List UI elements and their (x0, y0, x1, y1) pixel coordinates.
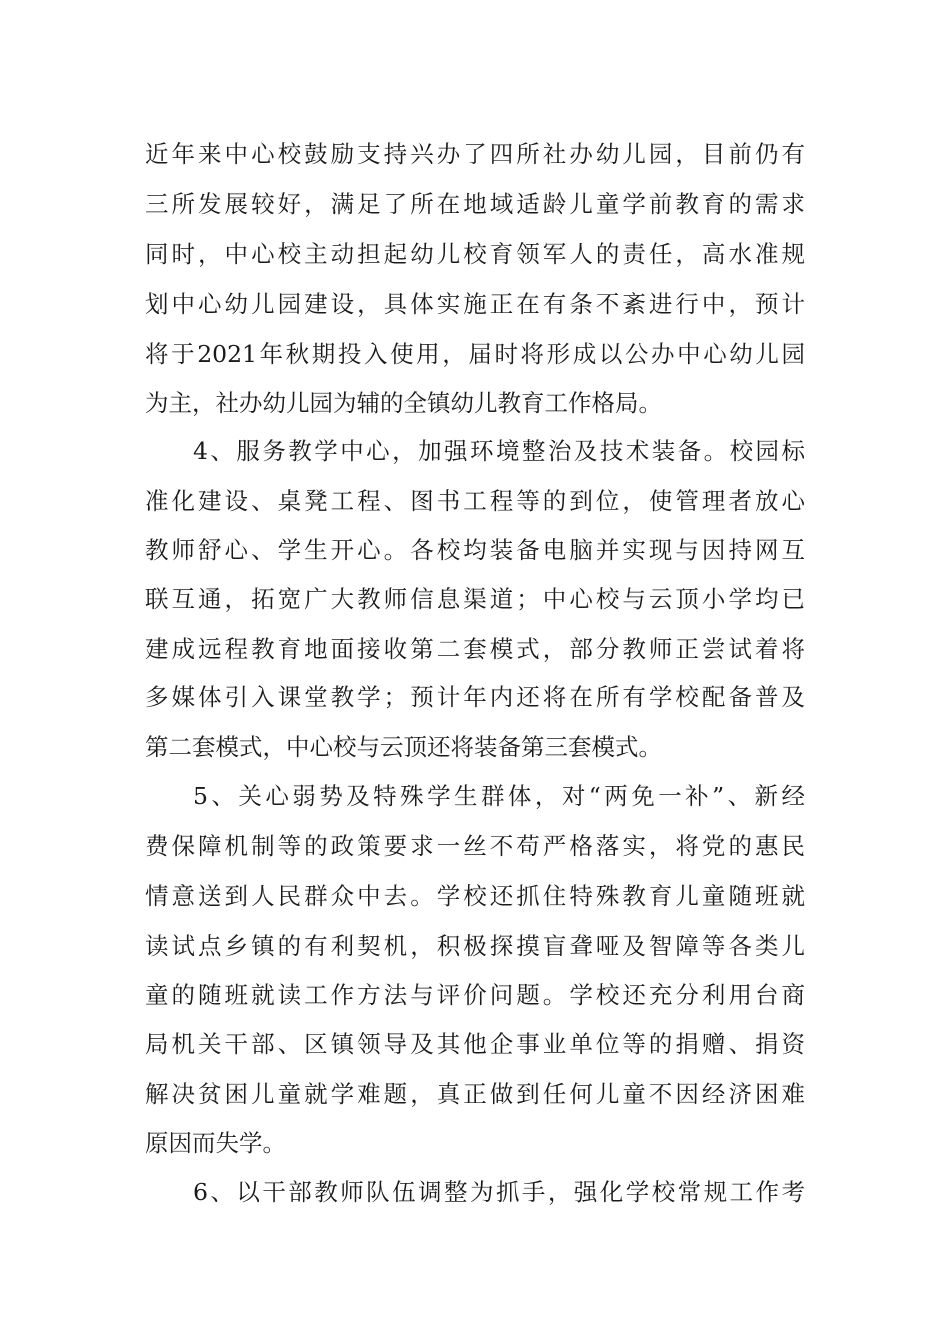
paragraph-line: 童的随班就读工作方法与评价问题。学校还充分利用台商 (145, 981, 805, 1009)
paragraph-line: 教师舒心、学生开心。各校均装备电脑并实现与因持网互 (145, 536, 805, 564)
paragraph-line: 费保障机制等的政策要求一丝不苟严格落实，将党的惠民 (145, 832, 805, 860)
paragraph-line: 读试点乡镇的有利契机，积极探摸盲聋哑及智障等各类儿 (145, 932, 805, 960)
paragraph-line: 情意送到人民群众中去。学校还抓住特殊教育儿童随班就 (145, 882, 805, 910)
paragraph-line: 同时，中心校主动担起幼儿校育领军人的责任，高水准规 (145, 240, 805, 268)
paragraph-line: 将于2021年秋期投入使用，届时将形成以公办中心幼儿园 (145, 340, 805, 368)
paragraph-line: 联互通，拓宽广大教师信息渠道；中心校与云顶小学均已 (145, 585, 805, 613)
paragraph-line: 4、服务教学中心，加强环境整治及技术装备。校园标 (193, 437, 805, 465)
paragraph-line: 多媒体引入课堂教学；预计年内还将在所有学校配备普及 (145, 683, 805, 711)
paragraph-line: 为主，社办幼儿园为辅的全镇幼儿教育工作格局。 (145, 389, 662, 417)
paragraph-line: 解决贫困儿童就学难题，真正做到任何儿童不因经济困难 (145, 1080, 805, 1108)
paragraph-line: 准化建设、桌凳工程、图书工程等的到位，使管理者放心 (145, 487, 805, 515)
paragraph-line: 建成远程教育地面接收第二套模式，部分教师正尝试着将 (145, 635, 805, 663)
paragraph-line: 局机关干部、区镇领导及其他企事业单位等的捐赠、捐资 (145, 1030, 805, 1058)
paragraph-line: 原因而失学。 (145, 1129, 286, 1157)
paragraph-line: 近年来中心校鼓励支持兴办了四所社办幼儿园，目前仍有 (145, 140, 805, 168)
paragraph-line: 6、以干部教师队伍调整为抓手，强化学校常规工作考 (193, 1178, 805, 1206)
paragraph-line: 第二套模式，中心校与云顶还将装备第三套模式。 (145, 733, 662, 761)
paragraph-line: 三所发展较好，满足了所在地域适龄儿童学前教育的需求 (145, 190, 805, 218)
paragraph-line: 5、关心弱势及特殊学生群体，对“两免一补”、新经 (193, 782, 805, 810)
paragraph-line: 划中心幼儿园建设，具体实施正在有条不紊进行中，预计 (145, 290, 805, 318)
